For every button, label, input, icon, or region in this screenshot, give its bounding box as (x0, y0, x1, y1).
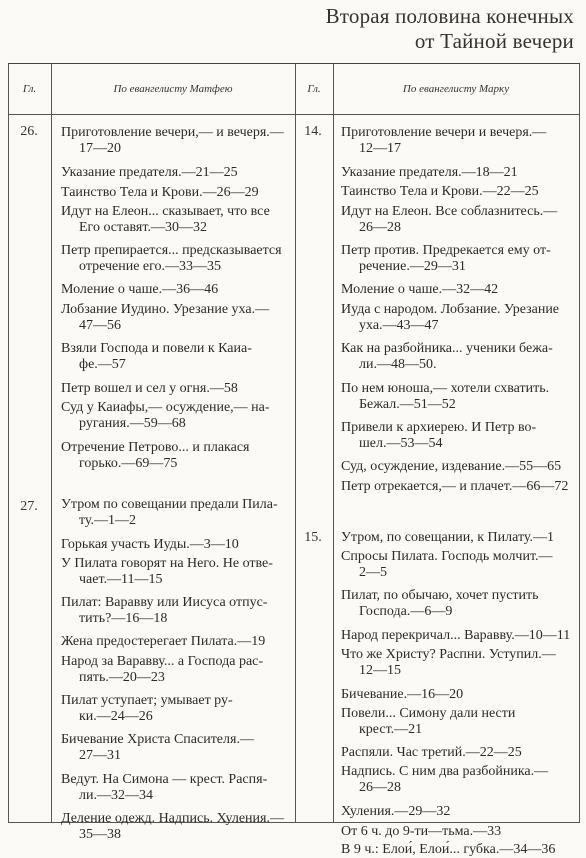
entry-verse-continuation: речение.—29—31 (359, 258, 466, 274)
entry-verse-continuation: фе.—57 (79, 356, 126, 372)
mark-entry (341, 125, 546, 156)
entry-verse-continuation: 35—38 (79, 826, 121, 842)
entry-text: Горькая участь Иуды.—3—10 (61, 537, 239, 552)
entry-text: По нем юноша,— хотели схватить. (341, 381, 550, 396)
entry-text: От 6 ч. до 9-ти—тьма.—33 (341, 824, 502, 839)
entry-verse-continuation: ли.—32—34 (79, 787, 153, 803)
mark-entry (341, 459, 561, 475)
entry-text: Спросы Пилата. Господь молчит.— (341, 549, 553, 564)
entry-text: Отречение Петрово... и плакася (61, 440, 250, 455)
entry-text: Петр вошел и сел у огня.—58 (61, 381, 238, 396)
matthew-entry (61, 185, 259, 201)
matthew-entry (61, 693, 233, 724)
entry-text: Взяли Господа и повели к Каиа- (61, 341, 252, 356)
entry-text: Петр отрекается,— и плачет.—66—72 (341, 479, 569, 494)
entry-text: Петр препирается... предсказывается (61, 243, 282, 258)
entry-verse-continuation: шел.—53—54 (359, 435, 443, 451)
matthew-entry (61, 556, 273, 587)
mark-entry (341, 687, 463, 703)
entry-verse-continuation: 12—17 (359, 140, 401, 156)
mark-entry (341, 204, 557, 235)
matthew-entry (61, 302, 269, 333)
entry-verse-continuation: 12—15 (359, 662, 401, 678)
mark-entry (341, 824, 501, 840)
entry-text: Идут на Елеон. Все соблазнитесь.— (341, 204, 558, 219)
entry-text: Хуления.—29—32 (341, 804, 451, 819)
matthew-entry (61, 204, 270, 235)
entry-verse-continuation: 47—56 (79, 317, 121, 333)
entry-text: Пилат: Варавву или Иисуса отпус- (61, 595, 268, 610)
mark-entry (341, 243, 551, 274)
mark-entry (341, 479, 568, 495)
matthew-entry (61, 654, 263, 685)
header-matthew: По евангелисту Матфею (113, 83, 233, 95)
mark-entry (341, 381, 549, 412)
matthew-entry (61, 400, 270, 431)
entry-verse-continuation: ругания.—59—68 (79, 415, 186, 431)
entry-text: Таинство Тела и Крови.—22—25 (341, 184, 539, 199)
matthew-entry (61, 537, 239, 553)
entry-text: Лобзание Иудино. Урезание уха.— (61, 302, 270, 317)
entry-verse-continuation: Господа.—6—9 (359, 603, 453, 619)
entry-text: Как на разбойника... ученики бежа- (341, 341, 553, 356)
matthew-entry (61, 341, 252, 372)
mark-entry (341, 165, 518, 181)
matthew-entry (61, 497, 278, 528)
matthew-entry (61, 811, 284, 842)
matthew-entry (61, 243, 282, 274)
matthew-entry (61, 732, 254, 763)
chapter-number-matthew: 27. (20, 499, 38, 514)
mark-entry (341, 341, 553, 372)
matthew-entry (61, 772, 267, 803)
entry-verse-continuation: 26—28 (359, 219, 401, 235)
header-chapter-matthew: Гл. (22, 83, 37, 95)
entry-verse-continuation: крест.—21 (359, 721, 423, 737)
matthew-entry (61, 440, 250, 471)
entry-text: Пилат уступает; умывает ру- (61, 693, 233, 708)
entry-verse-continuation: ки.—24—26 (79, 708, 153, 724)
entry-text: Утром, по совещании, к Пилату.—1 (341, 530, 554, 545)
chapter-number-matthew: 26. (20, 124, 38, 139)
entry-verse-continuation: 26—28 (359, 779, 401, 795)
entry-text: Моление о чаше.—36—46 (61, 282, 219, 297)
entry-text: Что же Христу? Распни. Уступил.— (341, 647, 556, 662)
entry-text: Приготовление вечери и вечеря.— (341, 125, 547, 140)
chapter-number-mark: 15. (304, 530, 322, 545)
entry-text: Таинство Тела и Крови.—26—29 (61, 185, 259, 200)
entry-text: Народ перекричал... Варавву.—10—11 (341, 628, 571, 643)
entry-text: У Пилата говорят на Него. Не отве- (61, 556, 273, 571)
entry-text: Распяли. Час третий.—22—25 (341, 745, 522, 760)
entry-text: Суд, осуждение, издевание.—55—65 (341, 459, 562, 474)
mark-entry (341, 647, 556, 678)
entry-text: Жена предостерегает Пилата.—19 (61, 634, 266, 649)
matthew-entry (61, 125, 284, 156)
mark-entry (341, 764, 548, 795)
entry-text: Деление одежд. Надпись. Хуления.— (61, 811, 284, 826)
entry-text: Иуда с народом. Лобзание. Урезание (341, 302, 560, 317)
matthew-entry (61, 282, 218, 298)
entry-text: Указание предателя.—21—25 (61, 165, 238, 180)
entry-verse-continuation: чает.—11—15 (79, 571, 163, 587)
matthew-entry (61, 381, 238, 397)
matthew-entry (61, 595, 267, 626)
mark-entry (341, 302, 559, 333)
entry-verse-continuation: ли.—48—50. (359, 356, 437, 372)
chapter-number-mark: 14. (304, 124, 322, 139)
header-chapter-mark: Гл. (307, 83, 321, 95)
entry-verse-continuation: тить?—16—18 (79, 610, 168, 626)
entry-text: Повели... Симону дали нести (341, 706, 516, 721)
entry-text: Надпись. С ним два разбойника.— (341, 764, 549, 779)
entry-verse-continuation: Его оставят.—30—32 (79, 219, 207, 235)
mark-entry (341, 530, 554, 546)
entry-verse-continuation: 17—20 (79, 140, 121, 156)
entry-text: Идут на Елеон... сказывает, что все (61, 204, 270, 219)
entry-verse-continuation: 2—5 (359, 564, 387, 580)
entry-text: Петр против. Предрекается ему от- (341, 243, 551, 258)
mark-entry (341, 628, 570, 644)
entry-verse-continuation: ту.—1—2 (79, 512, 137, 528)
entry-text: Утром по совещании предали Пила- (61, 497, 278, 512)
mark-entry (341, 588, 539, 619)
entry-text: Привели к архиерею. И Петр во- (341, 420, 537, 435)
page-title-line-2: от Тайной вечери (414, 29, 574, 53)
mark-entry (341, 420, 536, 451)
mark-entry (341, 706, 515, 737)
entry-verse-continuation: пять.—20—23 (79, 669, 165, 685)
mark-entry (341, 804, 450, 820)
entry-verse-continuation: отречение его.—33—35 (79, 258, 222, 274)
gospel-table (8, 63, 580, 857)
mark-entry (341, 184, 539, 200)
entry-text: Бичевание Христа Спасителя.— (61, 732, 254, 747)
entry-verse-continuation: горько.—69—75 (79, 455, 178, 471)
entry-verse-continuation: Бежал.—51—52 (359, 396, 456, 412)
entry-text: Суд у Каиафы,— осуждение,— на- (61, 400, 270, 415)
entry-text: В 9 ч.: Елои́, Елои́... губка.—34—36 (341, 842, 556, 857)
header-mark: По евангелисту Марку (402, 83, 510, 95)
entry-verse-continuation: 27—31 (79, 747, 121, 763)
mark-entry (341, 282, 498, 298)
entry-text: Ведут. На Симона — крест. Распя- (61, 772, 268, 787)
entry-text: Пилат, по обычаю, хочет пустить (341, 588, 539, 603)
entry-text: Моление о чаше.—32—42 (341, 282, 499, 297)
entry-text: Бичевание.—16—20 (341, 687, 464, 702)
mark-entry (341, 549, 553, 580)
entry-verse-continuation: уха.—43—47 (359, 317, 439, 333)
mark-entry (341, 745, 522, 761)
entry-text: Указание предателя.—18—21 (341, 165, 518, 180)
mark-entry (341, 842, 555, 858)
page-title-line-1: Вторая половина конечных (325, 4, 574, 28)
matthew-entry (61, 634, 265, 650)
matthew-entry (61, 165, 238, 181)
entry-text: Народ за Варавву... а Господа рас- (61, 654, 264, 669)
entry-text: Приготовление вечери,— и вечеря.— (61, 125, 284, 140)
